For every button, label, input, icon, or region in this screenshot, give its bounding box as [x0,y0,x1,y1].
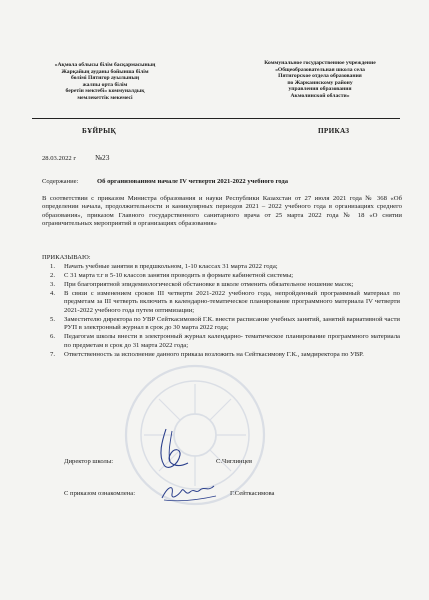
header-left-line: жалпы орта білім [82,81,128,88]
list-item [50,290,400,315]
item-number: 5. [50,315,56,323]
header-right-line: управления образования [288,86,352,93]
list-item [50,281,400,289]
director-signature-icon [148,425,198,473]
subject-text: Об организованном начале IV четверти 2021-2022 учебного года [97,178,289,185]
item-text: В связи с изменением сроков III четверти 2021-2022 учебного года, непройденный программный материал по предметам за III четверть включить в календарно-тематическое планирование программного материала IV четверти 2021-2022 учебного года путем оптимизации; [64,290,400,314]
item-text: При благоприятной эпидемиологической обстановке в школе отменить обязательное ношение масок; [64,281,354,288]
header-left-line: беретін мектебі» коммуналдық [65,88,145,95]
order-items [50,263,400,360]
doc-date: 28.03.2022 г [42,155,77,162]
header-left-line: Жарқайың ауданы бойынша білім [61,68,149,75]
list-item [50,351,400,359]
item-number: 2. [50,272,56,279]
acquainted-name: Г.Сейткасимова [230,490,275,497]
header-right-line: по Жаркаинскому району [287,79,353,86]
acquainted-signature-icon [158,478,220,506]
director-label: Директор школы: [64,458,114,465]
item-number: 1. [50,263,56,270]
header-right-line: Коммунальное государственное учреждение [264,60,376,66]
list-item [50,263,400,271]
list-item [50,272,400,280]
item-number: 4. [50,290,56,297]
doc-type-ru: ПРИКАЗ [318,127,350,135]
header-left-line: бөлімі Пятигор ауылының [70,75,140,82]
order-word: ПРИКАЗЫВАЮ: [42,254,91,261]
acquainted-label: С приказом ознакомлена: [64,490,136,497]
director-name: С.Чиглинцев [216,458,253,465]
header-left-line: «Ақмола облысы білім басқармасының [54,62,156,68]
doc-number: №23 [95,153,110,162]
item-text: Заместителю директора по УВР Сейткасимовой Г.К. внести расписание учебных занятий, занятий вариативной части РУП в электронный журнал в срок до 30 марта 2022 года; [64,315,400,332]
item-number: 7. [50,350,56,358]
item-number: 6. [50,333,56,341]
item-text: Ответственность за исполнение данного приказа возложить на Сейткасимову Г.К., замдиректора по УВР. [64,350,364,358]
subject-label: Содержание: [42,178,79,185]
header-divider [32,118,400,119]
item-number: 3. [50,281,56,288]
header-left [30,62,180,102]
item-text: С 31 марта т.г в 5-10 классов занятия проводить в формате кабинетной системы; [64,272,294,279]
header-right-line: Пятигорское отдела образования [278,73,362,80]
item-text: Начать учебные занятия в предшкольном, 1-10 классах 31 марта 2022 года; [64,263,278,270]
header-right-line: «Общеобразовательная школа села [275,66,365,73]
doc-type-kz: БҰЙРЫҚ [82,127,116,135]
item-text: Педагогам школы внести в электронный журнал календарно- тематическое планирование программного материала по предметам в срок до 31 марта 2022 года; [64,333,400,349]
preamble: В соответствии с приказом Министра образования и науки Республики Казахстан от 27 июля 2021 года № 368 «Об определении начала, продолжительности и каникулярных периодов 2021 – 2022 учебного года в организациях среднего образования», приказом Главного государственного санитарного врача от 25 марта 2022 года № 18 «О снятии ограничительных мероприятий в организациях образования» [42,195,402,228]
list-item [50,316,400,333]
list-item [50,333,400,350]
header-right [240,60,400,100]
header-right-line: Акмолинской области» [290,92,350,99]
header-left-line: мемлекеттік мекемесі [77,94,133,101]
